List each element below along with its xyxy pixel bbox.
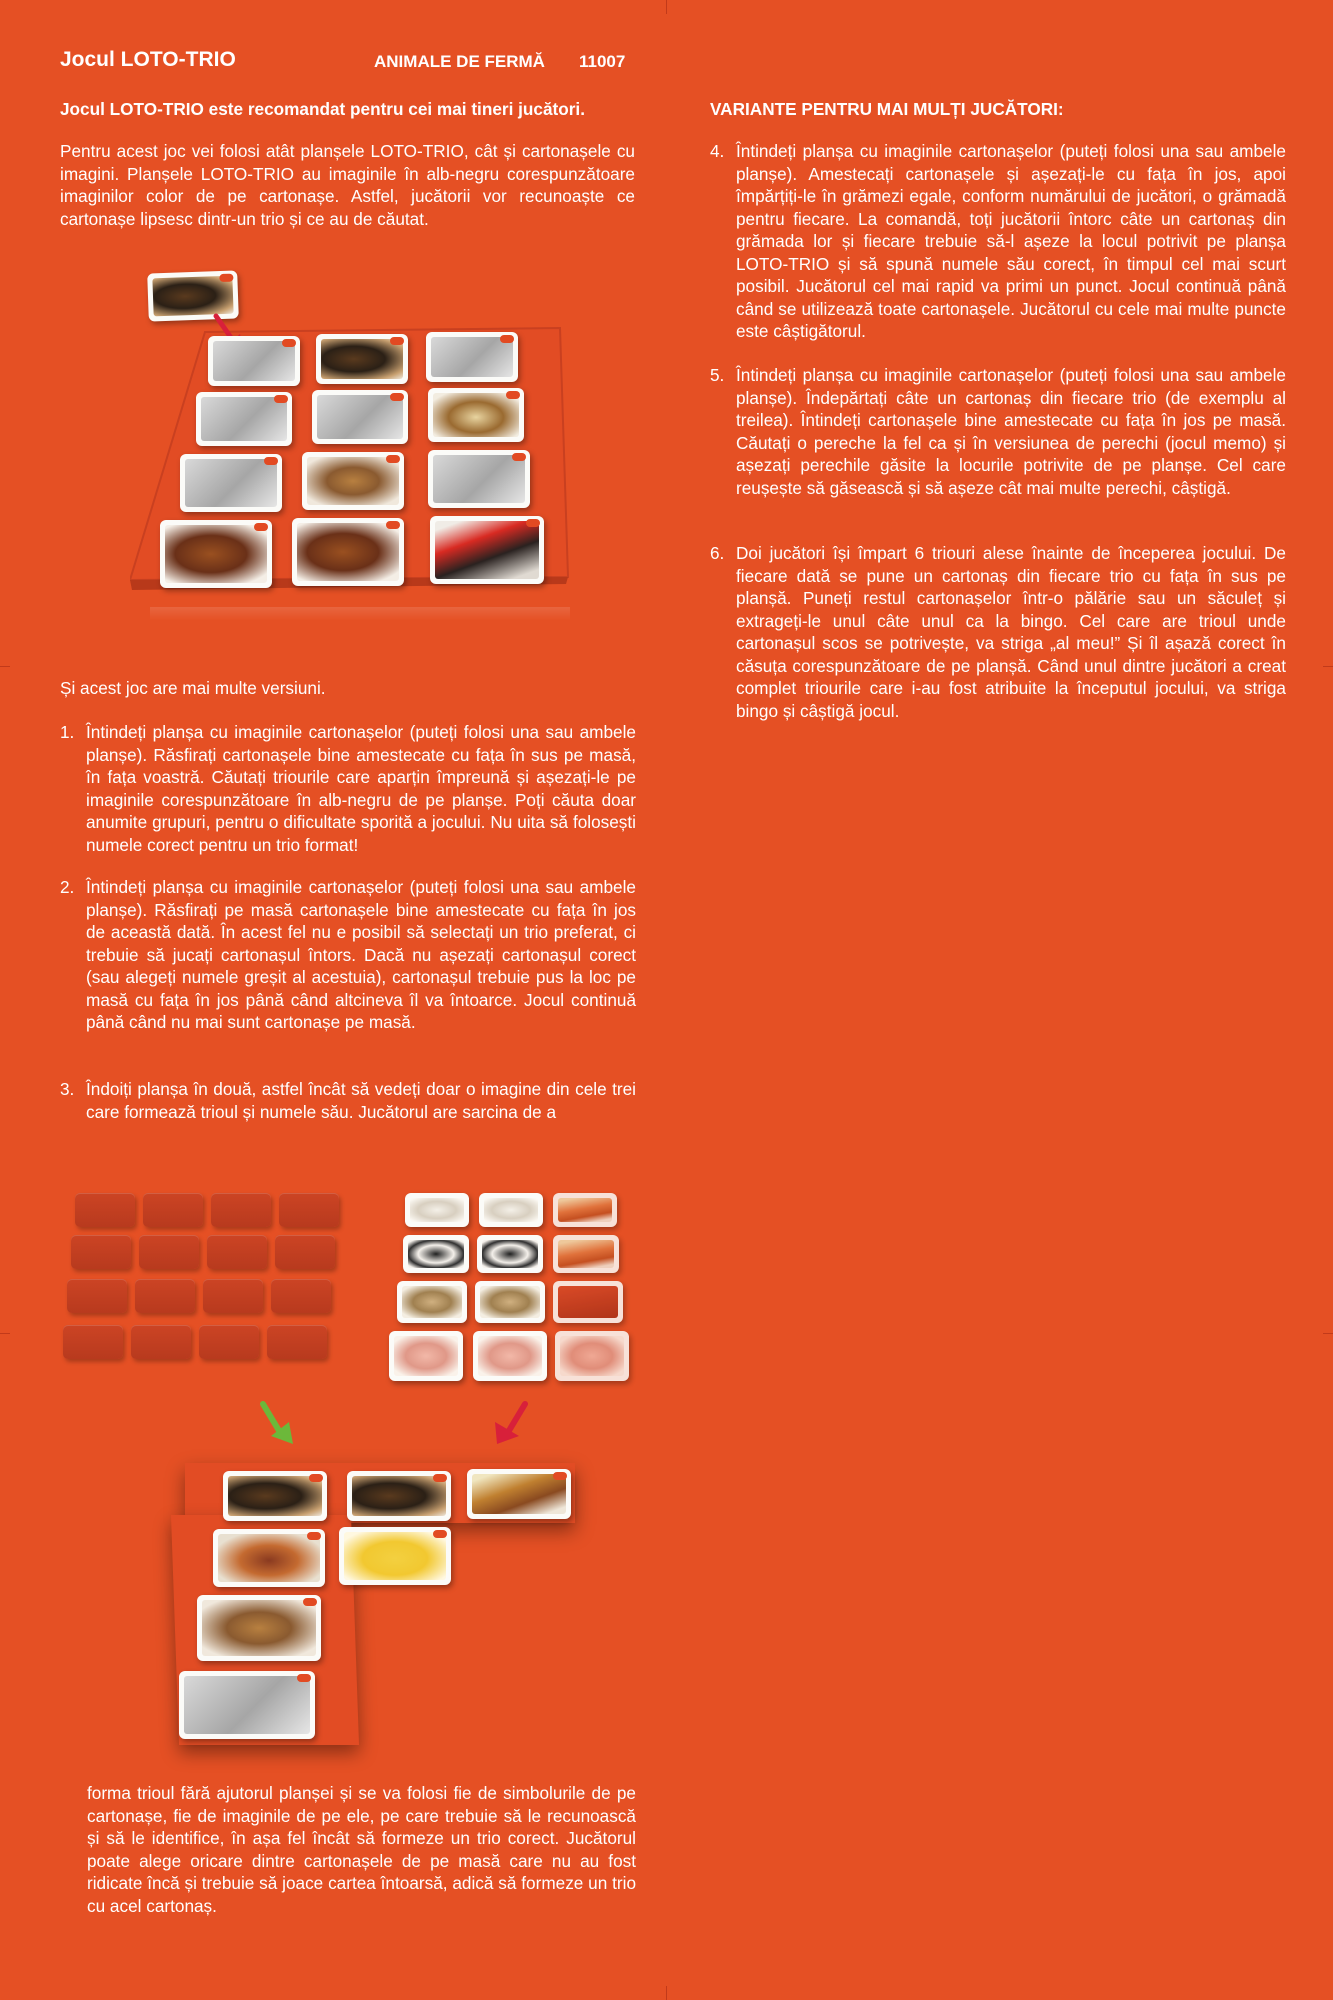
hen-icon — [218, 1534, 320, 1582]
bottom-illustration — [75, 1185, 650, 1745]
kennel-icon — [472, 1474, 566, 1514]
crop-mark — [666, 1986, 667, 2000]
intro-paragraph: Pentru acest joc vei folosi atât planșele LOTO-TRIO, cât și cartonașele cu imagini. Planșele LOTO-TRIO au imaginile în alb-negru corespunzătoare imaginilor color de pe cartonașe. Astfel, jucătorii vor recunoaște ce cartonașe lipsesc dintr-un trio și ce au de căutat. — [60, 141, 635, 229]
cow-icon — [408, 1240, 464, 1268]
lamb-icon — [480, 1286, 540, 1318]
item-text: Întindeți planșa cu imaginile cartonașelor (puteți folosi una sau ambele planșe). Răsfirați cartonașele bine amestecate cu fața în sus pe masă, în fața voastră. Căutați triourile care aparțin împreună și așezați-le pe imaginile corespunzătoare în alb-negru de pe planșe. Poți căuta doar anumite grupuri, pentru o dificultate sporită a jocului. Nu uita să folosești numele corect pentru un trio format! — [86, 722, 636, 855]
right-heading: VARIANTE PENTRU MAI MULȚI JUCĂTORI: — [710, 99, 1064, 119]
item-number: 2. — [60, 877, 75, 897]
red-arrow-icon — [485, 1400, 535, 1455]
item-text: Întindeți planșa cu imaginile cartonașelor (puteți folosi una sau ambele planșe). Amestecați cartonașele și așezați-le cu fața în jos, apoi împărțiți-le în grămezi egale, conform numărului de jucători, o grămadă pentru fiecare. La comandă, toți jucătorii întorc câte un cartonaș din grămada lor și fiecare trebuie să-l așeze la locul potrivit pe planșa LOTO-TRIO și să spună numele său corect, în timpul cel mai scurt posibil. Jucătorul cel mai rapid va primi un punct. Jocul continuă până când se utilizează toate cartonașele. Jucătorul cu cele mai multe puncte este câștigătorul. — [736, 141, 1286, 341]
item-text: Doi jucători își împart 6 triouri alese înainte de începerea jocului. De fiecare dată se pune un cartonaș din fiecare trio cu fața în sus pe planșă. Puneți restul cartonașelor într-o pălărie sau un săculeț și extrageți-le unul câte unul ca la bingo. Cel care are trioul unde cartonașul scos se potrivește, va striga „al meu!” Și îl așază corect în căsuța corespunzătoare de pe planșă. Când unul dintre jucători a creat complet triourile care i-au fost atribuite la începutul jocului, va striga bingo și câștigă jocul. — [736, 543, 1286, 721]
gray-chick-icon — [317, 395, 403, 439]
item-number: 4. — [710, 141, 725, 161]
crop-mark — [1323, 1333, 1333, 1334]
sheep-icon — [484, 1198, 538, 1222]
item-number: 5. — [710, 365, 725, 385]
dog-icon — [228, 1476, 322, 1516]
board-card — [180, 454, 282, 512]
puppy-icon — [352, 1476, 446, 1516]
version-1 — [60, 721, 636, 856]
pig-icon — [394, 1336, 458, 1376]
item-3-continuation: forma trioul fără ajutorul planșei și se va folosi fie de simbolurile de pe cartonașe, fie de imaginile de pe ele, pe care trebuie să le recunoască și să le identifice, în așa fel încât să formeze un trio corect. Jucătorul poate alege oricare dintre cartonașele de pe masă care nu au fost ridicate încă și trebuie să joace cartea întoarsă, adică să formeze un trio cu acel cartonaș. — [87, 1783, 636, 1916]
item-text: Întindeți planșa cu imaginile cartonașelor (puteți folosi una sau ambele planșe). Răsfirați pe masă cartonașele bine amestecate cu fața în jos de această dată. În acest fel nu e posibil să selectați un trio preferat, ci trebuie să jucați cartonașul întors. Dacă nu așezați cartonașul corect (sau alegeți numele greșit al acestuia), cartonașul trebuie pus la loc pe masă cu fața în jos până când altcineva îl va întoarce. Jocul continuă până când nu mai sunt cartonașe pe masă. — [86, 877, 636, 1032]
horse-icon — [184, 1676, 310, 1734]
crop-mark — [0, 1333, 10, 1334]
variant-6 — [710, 542, 1286, 722]
board-card — [316, 334, 408, 384]
item-text: Întindeți planșa cu imaginile cartonașelor (puteți folosi una sau ambele planșe). Îndepărtați câte un cartonaș din fiecare trio (de exemplu al treilea). Întindeți cartonașele bine amestecate cu fața în jos pe masă. Căutați o pereche la fel ca și în versiunea de perechi (jocul memo) și așezați perechile găsite la locurile potrivite de pe planșe. Cel care reușește să găsească și să așeze cât mai multe perechi, câștigă. — [736, 365, 1286, 498]
board-card — [160, 520, 272, 588]
variant-5 — [710, 364, 1286, 499]
crop-mark — [666, 0, 667, 14]
item-number: 1. — [60, 722, 75, 742]
gray-hen-icon — [201, 397, 287, 441]
item-text: Îndoiți planșa în două, astfel încât să vedeți doar o imagine din cele trei care formează trioul și numele său. Jucătorul are sarcina de a — [86, 1079, 636, 1122]
goat-icon — [410, 1198, 464, 1222]
gray-kennel-icon — [431, 337, 513, 377]
item-number: 3. — [60, 1079, 75, 1099]
chick-icon — [344, 1532, 446, 1580]
version-2 — [60, 876, 636, 1034]
cat-icon — [202, 1600, 316, 1656]
tractor-icon — [558, 1286, 618, 1318]
board-card — [292, 518, 404, 586]
top-board-illustration — [130, 262, 590, 637]
basket-icon — [433, 393, 519, 437]
board-card — [302, 452, 404, 510]
gray-cat-icon — [185, 459, 277, 507]
calf-icon — [482, 1240, 538, 1268]
piglet-icon — [478, 1336, 542, 1376]
page-subtitle: ANIMALE DE FERMĂ — [374, 52, 545, 71]
item-number: 6. — [710, 543, 725, 563]
product-code: 11007 — [579, 52, 626, 71]
versions-intro: Și acest joc are mai multe versiuni. — [60, 678, 326, 698]
gray-dog-icon — [213, 341, 295, 381]
board-card — [208, 336, 300, 386]
board-card — [428, 450, 530, 508]
green-arrow-icon — [255, 1400, 305, 1455]
variant-4 — [710, 140, 1286, 343]
board-card — [430, 516, 544, 584]
barn-icon — [558, 1240, 614, 1268]
board-card — [426, 332, 518, 382]
crop-mark — [0, 666, 10, 667]
board-card — [428, 388, 524, 442]
page-title: Jocul LOTO-TRIO — [60, 48, 236, 71]
cat-icon — [307, 457, 399, 505]
foal-icon — [297, 523, 399, 581]
saddle-icon — [435, 521, 539, 579]
horse-icon — [165, 525, 267, 583]
dog-icon — [321, 339, 403, 379]
crop-mark — [1323, 666, 1333, 667]
pigsty-icon — [560, 1336, 624, 1376]
board-card — [312, 390, 408, 444]
ram-icon — [402, 1286, 462, 1318]
gray-cat-icon — [433, 455, 525, 503]
version-3 — [60, 1078, 636, 1123]
field-icon — [558, 1198, 612, 1222]
intro-bold: Jocul LOTO-TRIO este recomandat pentru cei mai tineri jucători. — [60, 99, 585, 119]
board-card — [196, 392, 292, 446]
